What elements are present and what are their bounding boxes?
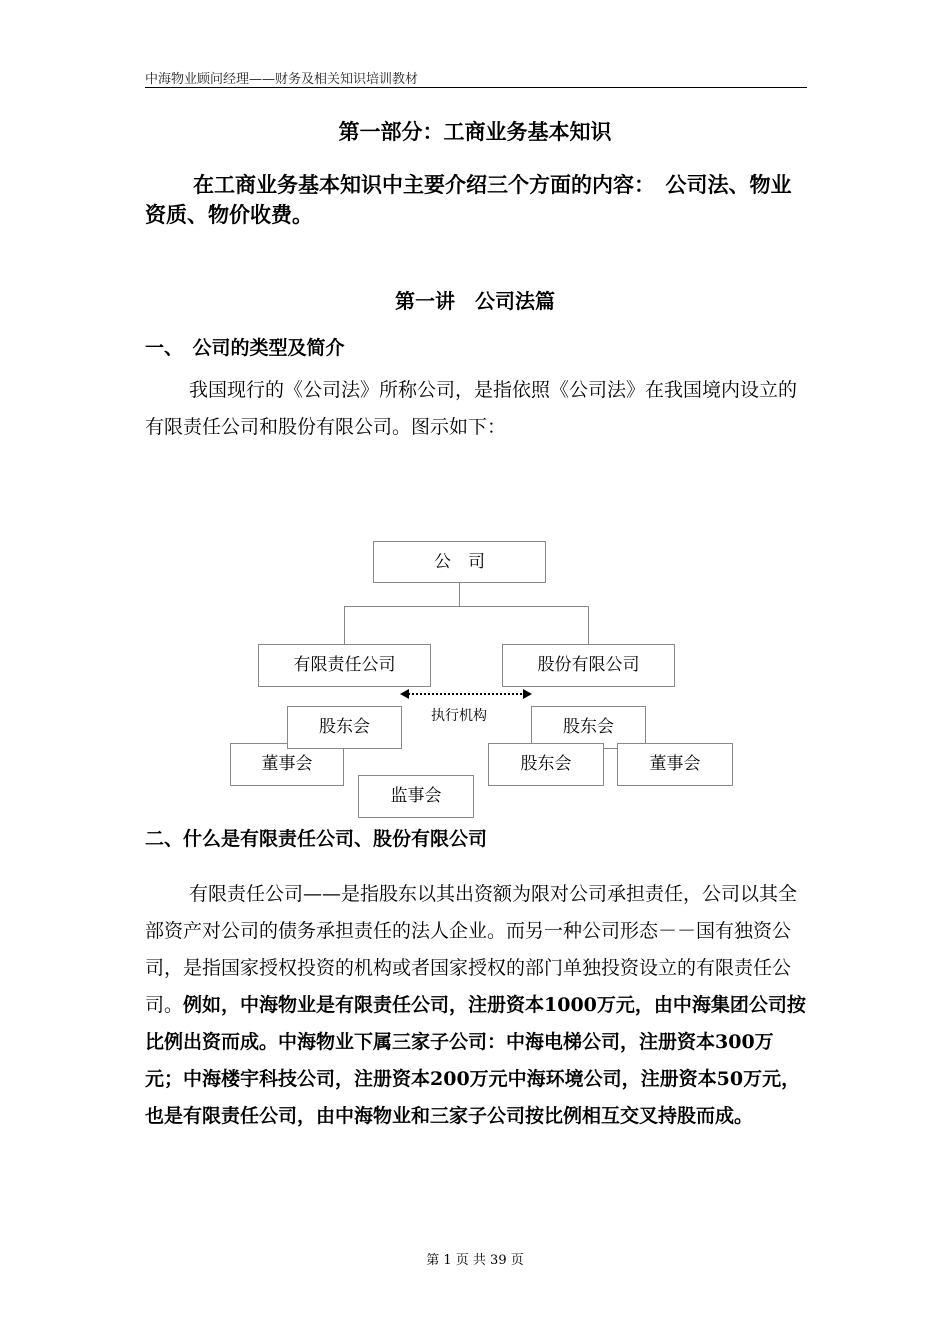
header-rule xyxy=(145,87,807,88)
box-jsc-shareholders: 股东会 xyxy=(531,706,646,749)
box-jsc-board: 董事会 xyxy=(617,743,733,786)
part-title: 第一部分：工商业务基本知识 xyxy=(338,120,612,144)
section1-paragraph xyxy=(145,372,807,446)
page-footer: 第 1 页 共 39 页 xyxy=(426,1253,524,1268)
connector-root-down xyxy=(459,583,460,606)
lecture-title: 第一讲 公司法篇 xyxy=(395,289,555,313)
connector-left-down xyxy=(344,606,345,644)
box-llc-board: 董事会 xyxy=(230,743,344,786)
section2-heading: 二、什么是有限责任公司、股份有限公司 xyxy=(145,828,488,850)
box-jsc: 股份有限公司 xyxy=(502,644,675,687)
box-jsc-shareholders-2: 股东会 xyxy=(488,743,604,786)
box-llc-shareholders: 股东会 xyxy=(287,706,402,749)
box-llc: 有限责任公司 xyxy=(258,644,431,687)
section1-heading: 一、 公司的类型及简介 xyxy=(145,337,345,359)
intro-paragraph: 在工商业务基本知识中主要介绍三个方面的内容： 公司法、物业资质、物价收费。 xyxy=(145,173,792,227)
section2-paragraph xyxy=(145,876,807,1135)
connector-horizontal xyxy=(344,606,589,607)
box-company: 公 司 xyxy=(373,541,546,583)
section2-paragraph-normal: 有限责任公司——是指股东以其出资额为限对公司承担责任，公司以其全部资产对公司的债务承担责任的法人企业。而另一种公司形态－－国有独资公司，是指国家授权投资的机构或者国家授权的部门单独投资设立的有限责任公司。 xyxy=(145,883,798,1016)
running-header: 中海物业顾问经理——财务及相关知识培训教材 xyxy=(145,72,419,87)
exec-double-arrow xyxy=(398,686,534,702)
box-llc-supervisors: 监事会 xyxy=(358,775,474,818)
section2-paragraph-bold: 例如，中海物业是有限责任公司，注册资本1000万元，由中海集团公司按比例出资而成。中海物业下属三家子公司：中海电梯公司，注册资本300万元；中海楼宇科技公司，注册资本200万元中海环境公司，注册资本50万元，也是有限责任公司，由中海物业和三家子公司按比例相互交叉持股而成。 xyxy=(145,994,806,1127)
exec-label: 执行机构 xyxy=(431,708,487,724)
section1-paragraph-text: 我国现行的《公司法》所称公司，是指依照《公司法》在我国境内设立的有限责任公司和股份有限公司。图示如下： xyxy=(145,379,798,438)
connector-right-down xyxy=(588,606,589,644)
